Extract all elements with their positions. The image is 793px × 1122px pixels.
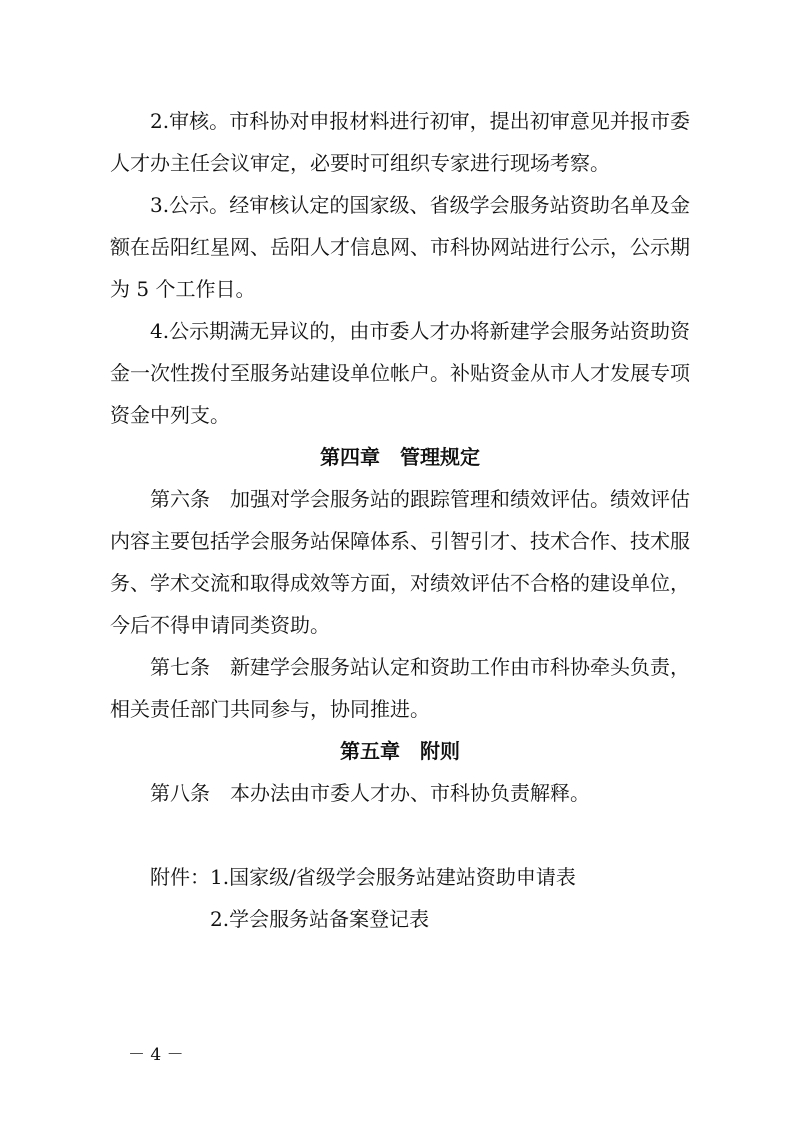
article-6: 第六条 加强对学会服务站的跟踪管理和绩效评估。绩效评估内容主要包括学会服务站保障体系、引智引才、技术合作、技术服务、学术交流和取得成效等方面，对绩效评估不合格的建设单位，今后不得申请同类资助。	[110, 487, 690, 637]
article-7: 第七条 新建学会服务站认定和资助工作由市科协牵头负责，相关责任部门共同参与，协同推进。	[110, 655, 690, 721]
paragraph-publicity: 3.公示。经审核认定的国家级、省级学会服务站资助名单及金额在岳阳红星网、岳阳人才信息网、市科协网站进行公示，公示期为 5 个工作日。	[110, 193, 690, 301]
paragraph-review: 2.审核。市科协对申报材料进行初审，提出初审意见并报市委人才办主任会议审定，必要时可组织专家进行现场考察。	[110, 109, 690, 175]
page-number: － 4 －	[128, 1045, 184, 1065]
paragraph-funding: 4.公示期满无异议的，由市委人才办将新建学会服务站资助资金一次性拨付至服务站建设单位帐户。补贴资金从市人才发展专项资金中列支。	[110, 319, 690, 427]
article-8: 第八条 本办法由市委人才办、市科协负责解释。	[150, 781, 590, 805]
chapter-5-title: 第五章 附则	[340, 739, 460, 763]
attachment-row-1	[110, 856, 690, 898]
chapter-4-title: 第四章 管理规定	[320, 445, 480, 469]
document-page	[110, 100, 690, 940]
attachment-item-2: 2.学会服务站备案登记表	[210, 907, 430, 931]
attachment-row-2	[110, 898, 690, 940]
attachment-item-1: 1.国家级/省级学会服务站建站资助申请表	[210, 865, 576, 889]
attachment-label: 附件：	[150, 865, 210, 889]
spacer	[110, 814, 690, 856]
